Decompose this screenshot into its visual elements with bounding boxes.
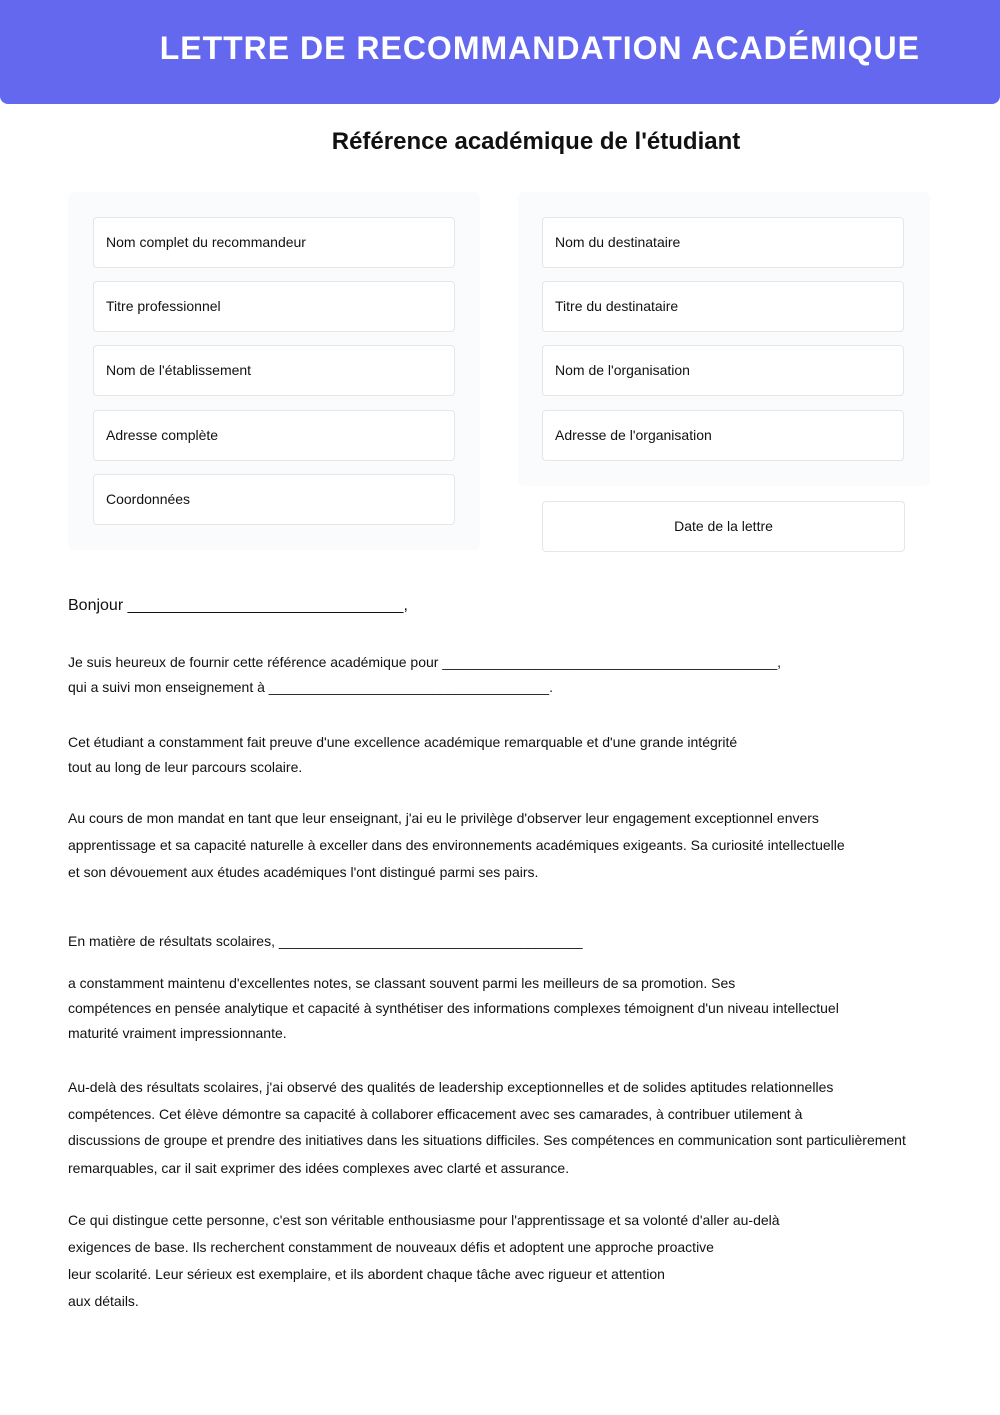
paragraph-line: compétences. Cet élève démontre sa capacité à collaborer efficacement avec ses camarades, à contribuer utilement à (68, 1106, 803, 1122)
paragraph-line: leur scolarité. Leur sérieux est exemplaire, et ils abordent chaque tâche avec rigueur et attention (68, 1266, 665, 1282)
page-subtitle: Référence académique de l'étudiant (331, 128, 741, 155)
paragraph-line: Au cours de mon mandat en tant que leur enseignant, j'ai eu le privilège d'observer leur engagement exceptionnel envers (68, 810, 819, 826)
recipient-name-field[interactable]: Nom du destinataire (542, 217, 904, 268)
greeting-line: Bonjour _______________________________, (68, 597, 408, 614)
recipient-title-field[interactable]: Titre du destinataire (542, 281, 904, 332)
organization-address-field[interactable]: Adresse de l'organisation (542, 410, 904, 461)
letter-date-field[interactable]: Date de la lettre (542, 501, 905, 552)
header-banner (0, 0, 1000, 104)
paragraph-line: Cet étudiant a constamment fait preuve d'une excellence académique remarquable et d'une grande intégrité (68, 734, 738, 750)
professional-title-field[interactable]: Titre professionnel (93, 281, 455, 332)
paragraph-line: qui a suivi mon enseignement à ____________________________________. (68, 679, 553, 695)
paragraph-line: apprentissage et sa capacité naturelle à exceller dans des environnements académiques exigeants. Sa curiosité intellectuelle (68, 837, 845, 853)
paragraph-line: remarquables, car il sait exprimer des idées complexes avec clarté et assurance. (68, 1160, 570, 1176)
paragraph-line: et son dévouement aux études académiques l'ont distingué parmi ses pairs. (68, 864, 539, 880)
paragraph-line: a constamment maintenu d'excellentes notes, se classant souvent parmi les meilleurs de sa promotion. Ses (68, 975, 736, 991)
paragraph-line: Ce qui distingue cette personne, c'est son véritable enthousiasme pour l'apprentissage et sa volonté d'aller au-delà (68, 1212, 780, 1228)
paragraph-line: tout au long de leur parcours scolaire. (68, 759, 303, 775)
paragraph-line: exigences de base. Ils recherchent constamment de nouveaux défis et adoptent une approche proactive (68, 1239, 714, 1255)
organization-name-field[interactable]: Nom de l'organisation (542, 345, 904, 396)
paragraph-line: En matière de résultats scolaires, _______________________________________ (68, 933, 583, 949)
document-title: LETTRE DE RECOMMANDATION ACADÉMIQUE (159, 30, 920, 66)
paragraph-line: Au-delà des résultats scolaires, j'ai observé des qualités de leadership exceptionnelles et de solides aptitudes relationnelles (68, 1079, 834, 1095)
paragraph-line: discussions de groupe et prendre des initiatives dans les situations difficiles. Ses compétences en communication sont particulièrement (68, 1132, 906, 1148)
contact-details-field[interactable]: Coordonnées (93, 474, 455, 525)
paragraph-line: compétences en pensée analytique et capacité à synthétiser des informations complexes témoignent d'un niveau intellectuel (68, 1000, 839, 1016)
recommender-name-field[interactable]: Nom complet du recommandeur (93, 217, 455, 268)
full-address-field[interactable]: Adresse complète (93, 410, 455, 461)
institution-name-field[interactable]: Nom de l'établissement (93, 345, 455, 396)
paragraph-line: Je suis heureux de fournir cette référence académique pour ___________________________________________, (68, 654, 782, 670)
paragraph-line: aux détails. (68, 1293, 139, 1309)
paragraph-line: maturité vraiment impressionnante. (68, 1025, 287, 1041)
